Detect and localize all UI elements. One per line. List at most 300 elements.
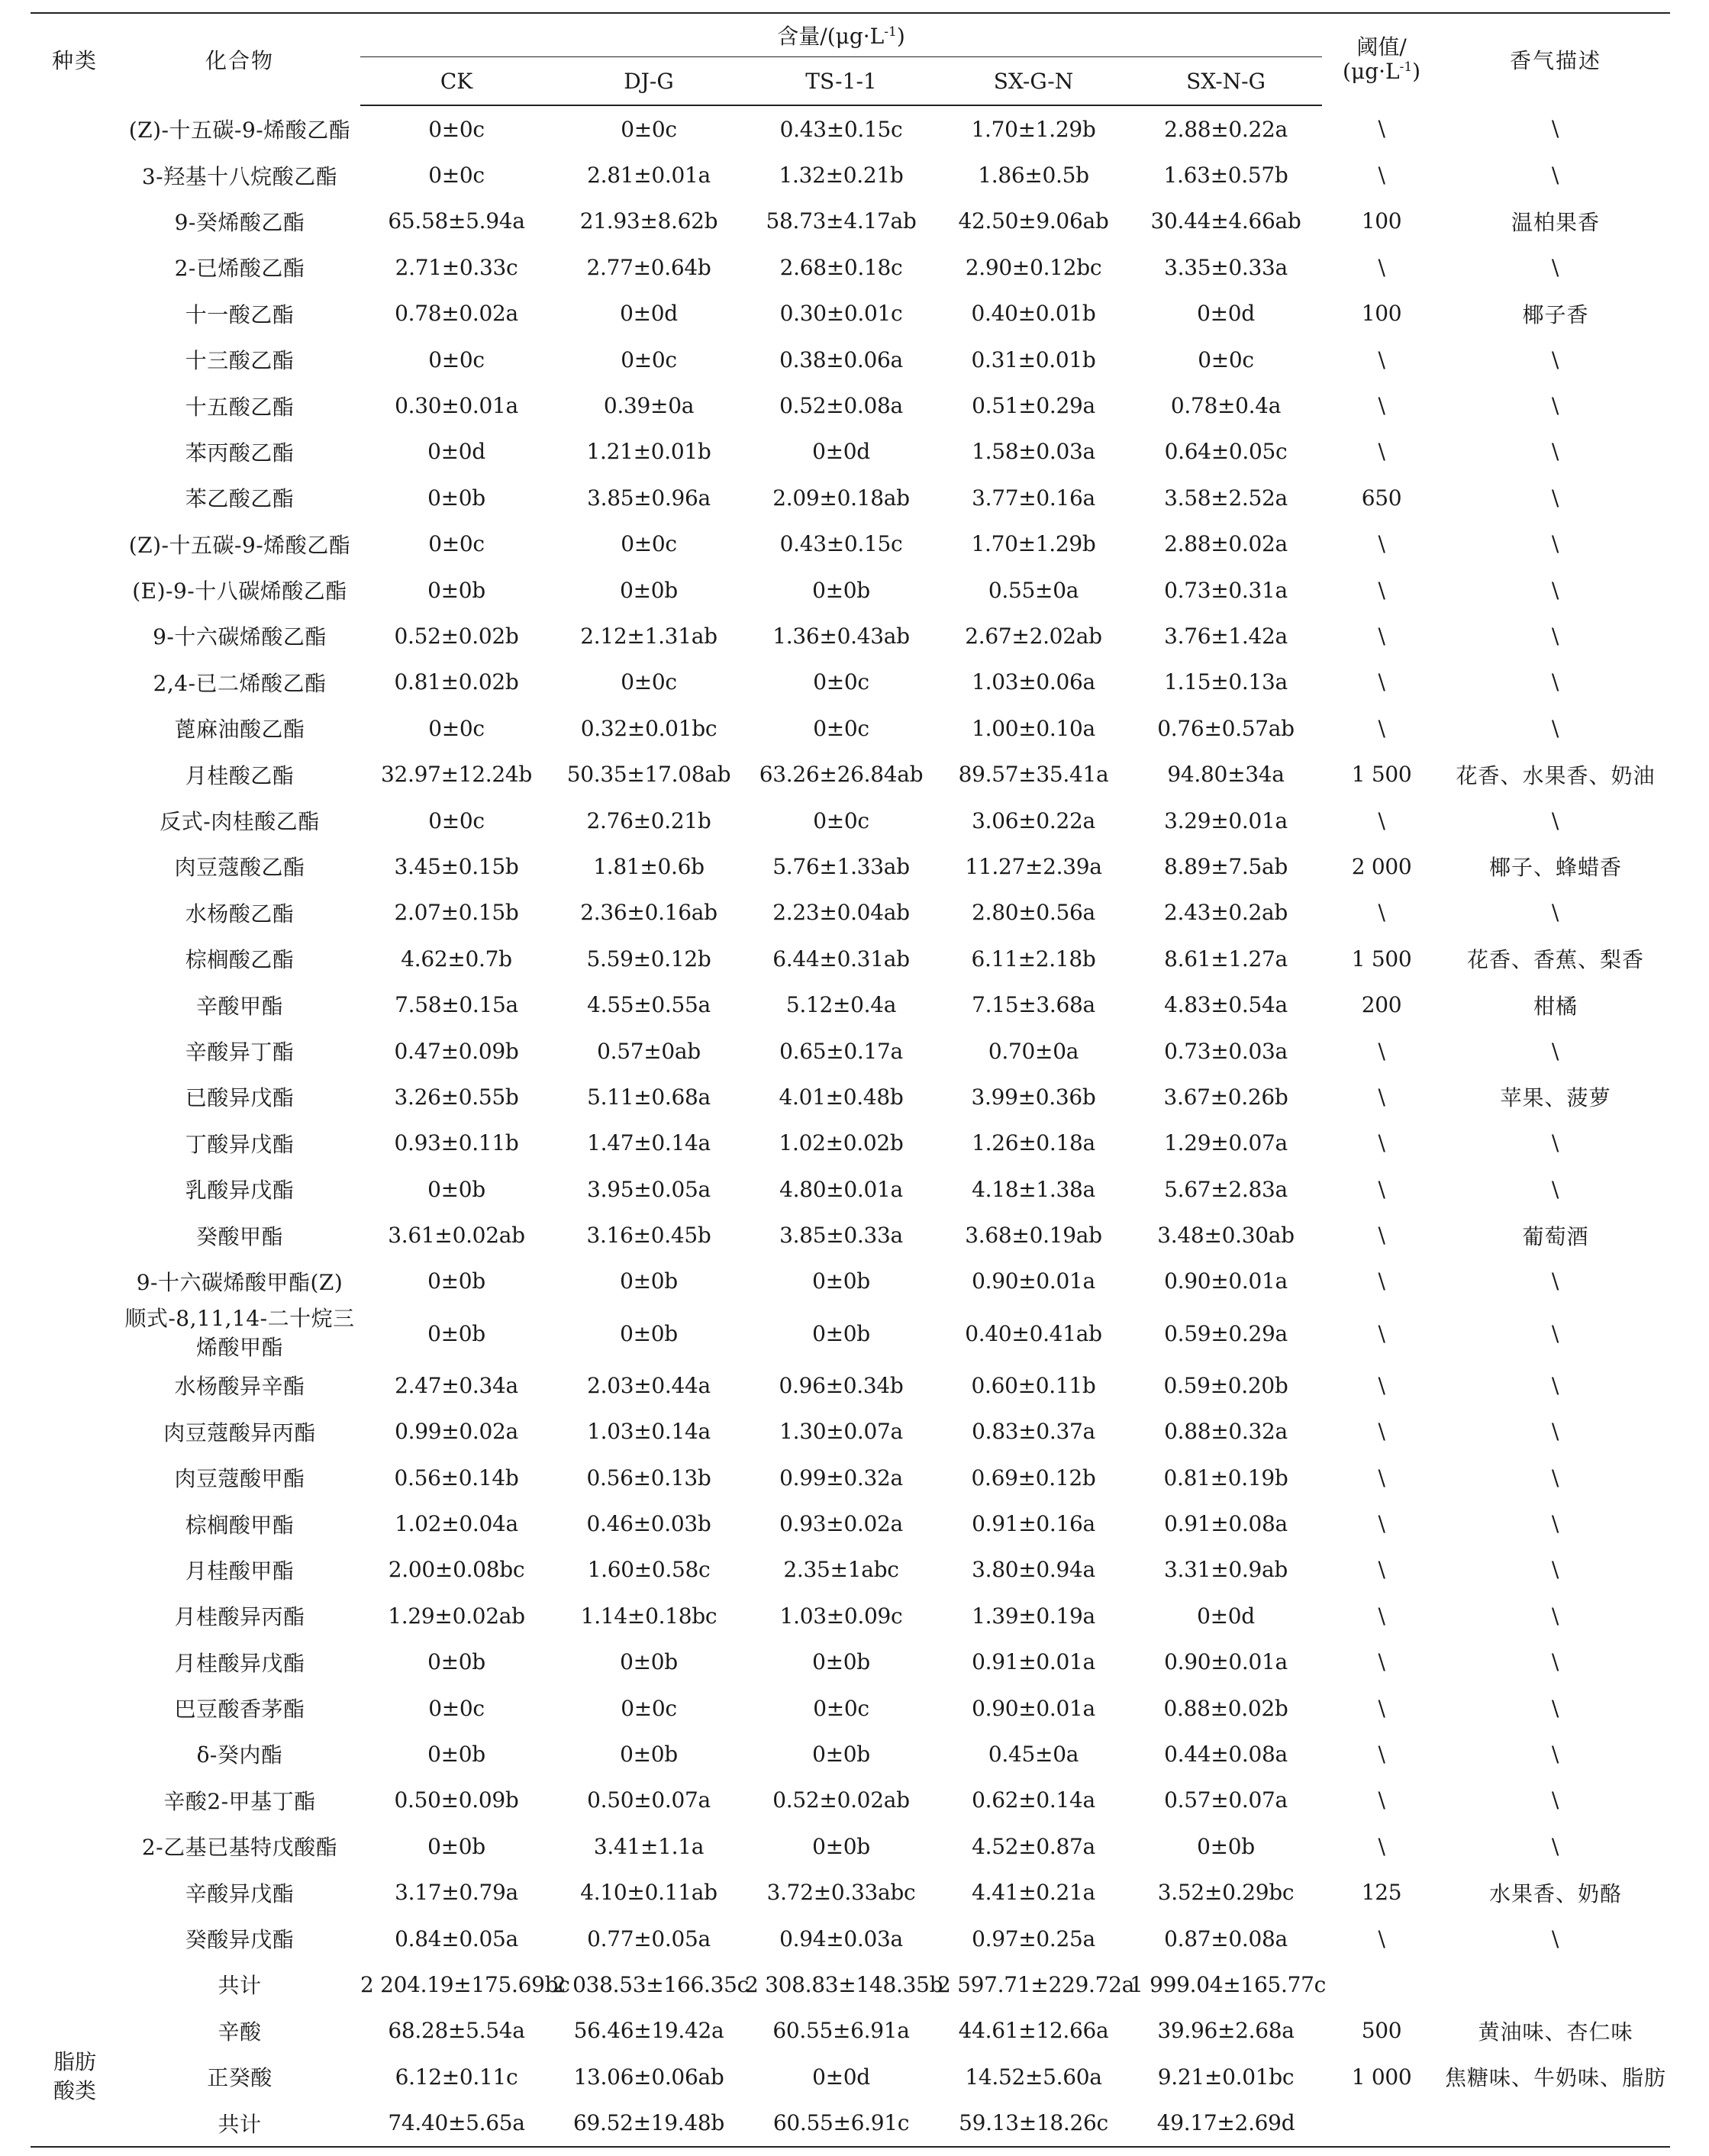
content-value: 1.70±1.29b <box>971 116 1096 142</box>
content-value: 1.36±0.43ab <box>772 623 910 649</box>
threshold-value: \ <box>1378 1268 1385 1294</box>
header-threshold: 阈值/ $(\mu g\cdot L^{-1})$ <box>1322 13 1441 105</box>
content-value: 0±0c <box>621 116 677 142</box>
content-value: 2.81±0.01a <box>587 163 711 189</box>
content-value: 6.12±0.11c <box>395 2064 518 2090</box>
threshold-value: \ <box>1378 1603 1385 1629</box>
content-value: 0.78±0.4a <box>1170 393 1282 419</box>
compound-name: 十一酸乙酯 <box>185 301 295 327</box>
compound-name: 苯丙酸乙酯 <box>185 440 295 466</box>
content-value: 3.52±0.29bc <box>1157 1880 1295 1906</box>
content-value: 0±0b <box>1197 1833 1255 1859</box>
content-value: 0.30±0.01a <box>395 393 518 419</box>
aroma-description: \ <box>1551 1557 1560 1583</box>
content-value: 3.99±0.36b <box>971 1084 1096 1110</box>
table-row <box>31 705 1670 751</box>
content-value: 21.93±8.62b <box>579 208 718 234</box>
compound-name: 水杨酸异辛酯 <box>174 1374 305 1400</box>
content-value: 68.28±5.54a <box>388 2018 525 2044</box>
threshold-value: \ <box>1378 1320 1385 1346</box>
table-row <box>31 244 1670 290</box>
content-value: 5.11±0.68a <box>587 1084 711 1110</box>
content-value: 0±0b <box>620 1320 678 1346</box>
content-value: 0±0b <box>812 1741 870 1767</box>
threshold-value: \ <box>1378 623 1385 649</box>
table-row <box>31 1916 1670 1961</box>
compound-name: 巴豆酸香茅酯 <box>174 1697 305 1723</box>
content-value: 0.76±0.57ab <box>1157 715 1295 741</box>
content-value: 14.52±5.60a <box>965 2064 1102 2090</box>
table-header <box>31 13 1670 105</box>
table-row <box>31 2008 1670 2054</box>
content-value: 0±0c <box>428 116 485 142</box>
content-value: 5.59±0.12b <box>586 946 711 972</box>
content-value: 0±0b <box>620 1741 678 1767</box>
compound-name: 2-乙基已基特戊酸酯 <box>141 1835 338 1861</box>
category-fatty-acids <box>31 2008 119 2147</box>
content-value: 0.57±0ab <box>597 1038 701 1064</box>
content-value: 0.43±0.15c <box>779 116 903 142</box>
content-value: 0.81±0.19b <box>1163 1465 1288 1491</box>
content-value: 4.62±0.7b <box>401 946 512 972</box>
content-value: 3.29±0.01a <box>1164 807 1288 833</box>
content-value: 0.40±0.41ab <box>965 1320 1102 1346</box>
content-value: 0.52±0.08a <box>779 393 903 419</box>
category-label-line: 酸类 <box>53 2078 96 2104</box>
content-value: 0±0b <box>620 1268 678 1294</box>
content-value: 0.60±0.11b <box>971 1372 1096 1398</box>
content-value: 0.59±0.20b <box>1163 1372 1288 1398</box>
aroma-description: 温柏果香 <box>1511 209 1601 235</box>
content-value: 4.10±0.11ab <box>580 1880 717 1906</box>
content-value: 0.93±0.02a <box>779 1511 903 1537</box>
threshold-value: \ <box>1378 1695 1385 1721</box>
threshold-value: 100 <box>1361 208 1402 234</box>
content-value: 0±0b <box>427 485 485 511</box>
content-value: 1.26±0.18a <box>972 1130 1095 1156</box>
aroma-description: \ <box>1551 1833 1560 1859</box>
content-value: 2.76±0.21b <box>586 807 711 833</box>
content-value: 0.50±0.07a <box>587 1787 711 1813</box>
content-value: 3.16±0.45b <box>586 1223 711 1249</box>
table-row <box>31 1074 1670 1120</box>
content-value: 0±0c <box>813 1695 869 1721</box>
table-row <box>31 2100 1670 2146</box>
content-value: 30.44±4.66ab <box>1150 208 1301 234</box>
content-value: 6.44±0.31ab <box>772 946 910 972</box>
compound-name: 正癸酸 <box>207 2065 272 2091</box>
threshold-value: \ <box>1378 163 1385 189</box>
content-value: 9.21±0.01bc <box>1157 2064 1295 2090</box>
content-value: 2 038.53±166.35c <box>553 1971 750 1997</box>
aroma-description: \ <box>1551 439 1560 465</box>
content-value: 0±0b <box>812 1649 870 1675</box>
content-value: 4.18±1.38a <box>972 1176 1095 1202</box>
threshold-value: \ <box>1378 1372 1385 1398</box>
content-value: 7.15±3.68a <box>972 992 1095 1018</box>
content-value: 0.56±0.14b <box>394 1465 519 1491</box>
threshold-value: 200 <box>1361 992 1402 1018</box>
aroma-description: 椰子香 <box>1522 301 1589 327</box>
content-value: 0.40±0.01b <box>971 301 1096 327</box>
content-value: 0.39±0a <box>603 393 695 419</box>
content-value: 2.35±1abc <box>783 1557 899 1583</box>
table-row <box>31 1120 1670 1166</box>
compound-name: 2-已烯酸乙酯 <box>174 256 305 282</box>
content-value: 44.61±12.66a <box>958 2018 1109 2044</box>
content-value: 0.56±0.13b <box>586 1465 711 1491</box>
content-value: 60.55±6.91a <box>772 2018 910 2044</box>
content-value: 3.45±0.15b <box>394 853 519 879</box>
table-row <box>31 1028 1670 1074</box>
aroma-description: \ <box>1551 116 1560 142</box>
content-value: 3.68±0.19ab <box>965 1223 1102 1249</box>
table-row <box>31 1823 1670 1869</box>
threshold-value: \ <box>1378 1926 1385 1951</box>
content-value: 0.96±0.34b <box>779 1372 904 1398</box>
aroma-description: \ <box>1551 1741 1560 1767</box>
table-row <box>31 751 1670 797</box>
content-value: 3.31±0.9ab <box>1164 1557 1288 1583</box>
table-row <box>31 613 1670 659</box>
content-value: 2.09±0.18ab <box>772 485 910 511</box>
content-value: 0.83±0.37a <box>972 1419 1095 1445</box>
content-value: 0±0b <box>427 1649 485 1675</box>
compound-name: (E)-9-十八碳烯酸乙酯 <box>132 578 347 604</box>
aroma-description: \ <box>1551 1511 1560 1537</box>
content-value: 0±0d <box>620 301 678 327</box>
aroma-description: \ <box>1551 163 1560 189</box>
content-value: 3.26±0.55b <box>394 1084 519 1110</box>
aroma-description: \ <box>1551 485 1560 511</box>
content-value: 0.93±0.11b <box>394 1130 519 1156</box>
aroma-description: \ <box>1551 669 1560 695</box>
threshold-value: 125 <box>1361 1880 1402 1906</box>
content-value: 0.38±0.06a <box>779 346 903 372</box>
content-value: 89.57±35.41a <box>958 762 1109 788</box>
content-value: 0±0b <box>427 577 485 603</box>
content-value: 3.67±0.26b <box>1163 1084 1288 1110</box>
compound-name: 苯乙酸乙酯 <box>185 486 295 512</box>
table-row <box>31 1639 1670 1685</box>
compound-name: 乳酸异戊酯 <box>185 1178 295 1204</box>
threshold-value: 100 <box>1361 301 1402 327</box>
table-row <box>31 1731 1670 1777</box>
content-value: 0±0b <box>812 1320 870 1346</box>
content-value: 0.99±0.32a <box>779 1465 903 1491</box>
threshold-value: 2 000 <box>1351 853 1412 879</box>
content-value: 0±0d <box>427 439 485 465</box>
content-value: 3.80±0.94a <box>972 1557 1095 1583</box>
threshold-value: \ <box>1378 439 1385 465</box>
content-value: 1.02±0.04a <box>395 1511 518 1537</box>
compound-name: 肉豆蔻酸乙酯 <box>174 855 305 881</box>
aroma-description: \ <box>1551 1649 1560 1675</box>
content-value: 3.06±0.22a <box>972 807 1095 833</box>
aroma-description: 柑橘 <box>1533 993 1578 1019</box>
compound-name: 棕榈酸乙酯 <box>185 947 295 973</box>
header-content-group: 含量$/(\mu g\cdot L^{-1})$ <box>360 13 1322 57</box>
threshold-value: \ <box>1378 1649 1385 1675</box>
aroma-description: \ <box>1551 1465 1560 1491</box>
content-value: 32.97±12.24b <box>380 762 533 788</box>
content-value: 0.90±0.01a <box>972 1268 1095 1294</box>
content-value: 0.45±0a <box>988 1741 1079 1767</box>
compound-name: 9-癸烯酸乙酯 <box>174 209 305 235</box>
aroma-description: \ <box>1551 1926 1560 1951</box>
content-value: 5.76±1.33ab <box>772 853 910 879</box>
compound-name: 蓖麻油酸乙酯 <box>174 717 305 743</box>
content-value: 5.67±2.83a <box>1164 1176 1288 1202</box>
compound-name: 月桂酸甲酯 <box>185 1558 295 1584</box>
table-row <box>31 1777 1670 1823</box>
content-value: 2 597.71±229.72a <box>937 1971 1135 1997</box>
threshold-value: \ <box>1378 1130 1385 1156</box>
content-value: 1.47±0.14a <box>587 1130 711 1156</box>
table-row <box>31 567 1670 613</box>
table-row <box>31 981 1670 1027</box>
content-value: 0±0b <box>620 577 678 603</box>
content-value: 0±0b <box>427 1833 485 1859</box>
content-value: 0.97±0.25a <box>972 1926 1095 1951</box>
table-row <box>31 198 1670 244</box>
aroma-description: \ <box>1551 577 1560 603</box>
content-value: 0±0b <box>812 1833 870 1859</box>
content-value: 0.91±0.01a <box>972 1649 1095 1675</box>
table-row <box>31 936 1670 981</box>
threshold-value: \ <box>1378 1419 1385 1445</box>
content-value: 3.85±0.96a <box>587 485 711 511</box>
content-value: 2.23±0.04ab <box>772 900 910 926</box>
content-value: 3.72±0.33abc <box>766 1880 916 1906</box>
content-value: 2 204.19±175.69bc <box>360 1971 570 1997</box>
aroma-description: \ <box>1551 1419 1560 1445</box>
content-value: 0.51±0.29a <box>972 393 1095 419</box>
content-value: 0.90±0.01a <box>1164 1268 1288 1294</box>
content-value: 1.39±0.19a <box>972 1603 1095 1629</box>
table-row <box>31 659 1670 705</box>
compound-name: 丁酸异戊酯 <box>185 1131 295 1157</box>
content-value: 3.48±0.30ab <box>1157 1223 1295 1249</box>
content-value: 42.50±9.06ab <box>958 208 1109 234</box>
threshold-value: \ <box>1378 577 1385 603</box>
content-value: 50.35±17.08ab <box>566 762 731 788</box>
table-row <box>31 1685 1670 1731</box>
content-value: 0.47±0.09b <box>394 1038 519 1064</box>
content-value: 0.62±0.14a <box>972 1787 1095 1813</box>
content-value: 0.46±0.03b <box>586 1511 711 1537</box>
compound-name: 共计 <box>119 2100 360 2146</box>
content-value: 0±0c <box>621 346 677 372</box>
content-value: 65.58±5.94a <box>388 208 525 234</box>
content-value: 0±0b <box>812 1268 870 1294</box>
content-value: 3.58±2.52a <box>1164 485 1288 511</box>
table-row <box>31 337 1670 382</box>
compound-name: 癸酸甲酯 <box>195 1223 283 1249</box>
content-value: 1.81±0.6b <box>593 853 705 879</box>
threshold-value: \ <box>1378 1787 1385 1813</box>
content-value: 2 308.83±148.35b <box>745 1971 943 1997</box>
compound-name: (Z)-十五碳-9-烯酸乙酯 <box>128 117 351 143</box>
content-value: 0.88±0.02b <box>1163 1695 1288 1721</box>
content-value: 6.11±2.18b <box>971 946 1096 972</box>
aroma-description: \ <box>1551 900 1560 926</box>
content-value: 0.88±0.32a <box>1164 1419 1288 1445</box>
aroma-description: \ <box>1551 807 1560 833</box>
content-value: 0.50±0.09b <box>394 1787 519 1813</box>
compound-name: 已酸异戊酯 <box>185 1085 295 1111</box>
threshold-value: \ <box>1378 1465 1385 1491</box>
threshold-value: \ <box>1378 1833 1385 1859</box>
content-value: 0±0b <box>620 1649 678 1675</box>
content-value: 74.40±5.65a <box>360 2100 553 2146</box>
table-row <box>31 1593 1670 1639</box>
content-value: 0±0d <box>1197 301 1255 327</box>
threshold-value: \ <box>1378 1223 1385 1249</box>
compound-name: 月桂酸异戊酯 <box>174 1650 305 1676</box>
table-row <box>31 890 1670 936</box>
compound-name: 水杨酸乙酯 <box>185 901 295 927</box>
threshold-value: \ <box>1378 807 1385 833</box>
content-value: 1.86±0.5b <box>978 163 1089 189</box>
threshold-value: \ <box>1378 254 1385 280</box>
data-table-sheet <box>31 12 1670 2148</box>
content-value: 0.64±0.05c <box>1164 439 1288 465</box>
content-value: 0±0c <box>428 163 485 189</box>
aroma-description: 焦糖味、牛奶味、脂肪 <box>1445 2065 1667 2091</box>
content-value: 3.17±0.79a <box>395 1880 518 1906</box>
content-value: 1.29±0.02ab <box>388 1603 525 1629</box>
content-value: 0±0c <box>621 669 677 695</box>
content-value: 94.80±34a <box>1167 762 1285 788</box>
compound-name-line: 顺式-8,11,14-二十烷三 <box>124 1306 355 1332</box>
content-value: 0.94±0.03a <box>779 1926 903 1951</box>
content-value: 2.88±0.22a <box>1164 116 1288 142</box>
content-value: 69.52±19.48b <box>553 2100 745 2146</box>
content-value: 0±0b <box>812 577 870 603</box>
content-value: 2.00±0.08bc <box>388 1557 525 1583</box>
compound-name: 辛酸2-甲基丁酯 <box>163 1788 316 1814</box>
threshold-value: \ <box>1378 669 1385 695</box>
compound-name: 月桂酸异丙酯 <box>174 1604 305 1630</box>
content-value: 0.59±0.29a <box>1164 1320 1288 1346</box>
compound-name: 9-十六碳烯酸乙酯 <box>153 624 327 650</box>
content-value: 2.43±0.2ab <box>1164 900 1288 926</box>
table-row <box>31 798 1670 843</box>
header-sample-ts-1-1: TS-1-1 <box>745 57 937 106</box>
compound-name: 辛酸异丁酯 <box>185 1039 295 1065</box>
content-value: 0.55±0a <box>988 577 1079 603</box>
header-aroma-description: 香气描述 <box>1441 13 1670 105</box>
content-value: 0±0b <box>427 1741 485 1767</box>
aroma-description: \ <box>1551 531 1560 557</box>
table-row <box>31 1409 1670 1455</box>
content-value: 1.00±0.10a <box>972 715 1095 741</box>
compound-name <box>119 1304 360 1362</box>
aroma-description: \ <box>1551 393 1560 419</box>
content-value: 5.12±0.4a <box>785 992 897 1018</box>
content-value: 0±0d <box>812 439 870 465</box>
aroma-description: 黄油味、杏仁味 <box>1478 2019 1633 2045</box>
compound-name: 共计 <box>218 1973 262 1999</box>
content-value: 0.73±0.03a <box>1164 1038 1288 1064</box>
compound-name: 9-十六碳烯酸甲酯(Z) <box>136 1269 343 1295</box>
content-value: 0.52±0.02ab <box>772 1787 910 1813</box>
content-value: 63.26±26.84ab <box>759 762 924 788</box>
threshold-value: \ <box>1378 1176 1385 1202</box>
aroma-description: 葡萄酒 <box>1522 1223 1589 1249</box>
aroma-description: \ <box>1551 1787 1560 1813</box>
content-value: 2.03±0.44a <box>587 1372 711 1398</box>
aroma-description: 椰子、蜂蜡香 <box>1489 855 1623 881</box>
table-body <box>31 105 1670 2147</box>
threshold-value: \ <box>1378 393 1385 419</box>
aroma-description: \ <box>1551 1603 1560 1629</box>
content-value: 2.80±0.56a <box>972 900 1095 926</box>
aroma-description: \ <box>1551 1268 1560 1294</box>
table-row <box>31 1455 1670 1500</box>
header-sample-dj-g: DJ-G <box>553 57 745 106</box>
content-value: 0.90±0.01a <box>1164 1649 1288 1675</box>
content-value: 0.78±0.02a <box>395 301 518 327</box>
content-value: 0±0b <box>427 1176 485 1202</box>
table-row <box>31 429 1670 475</box>
threshold-value: \ <box>1378 1557 1385 1583</box>
content-value: 1.14±0.18bc <box>580 1603 717 1629</box>
content-value: 4.55±0.55a <box>587 992 711 1018</box>
threshold-value: \ <box>1378 116 1385 142</box>
compound-name: 十三酸乙酯 <box>185 348 295 374</box>
threshold-value <box>1322 2100 1441 2146</box>
content-value: 58.73±4.17ab <box>766 208 917 234</box>
compound-name: δ-癸内酯 <box>196 1742 283 1768</box>
compound-name: 辛酸异戊酯 <box>185 1880 295 1906</box>
content-value: 1.32±0.21b <box>779 163 904 189</box>
header-sample-ck: CK <box>360 57 553 106</box>
table-row <box>31 521 1670 567</box>
aroma-description: \ <box>1551 346 1560 372</box>
content-value: 0±0c <box>428 1695 485 1721</box>
content-value: 11.27±2.39a <box>965 853 1102 879</box>
table-row <box>31 475 1670 520</box>
content-value: 0.69±0.12b <box>971 1465 1096 1491</box>
content-value: 4.01±0.48b <box>779 1084 904 1110</box>
content-value: 0.77±0.05a <box>587 1926 711 1951</box>
threshold-value: \ <box>1378 1741 1385 1767</box>
content-value: 0±0c <box>621 1695 677 1721</box>
table-row <box>31 291 1670 337</box>
content-value: 0±0c <box>428 531 485 557</box>
compound-name: 反式-肉桂酸乙酯 <box>160 809 320 835</box>
aroma-description: \ <box>1551 1320 1560 1346</box>
content-value: 2.90±0.12bc <box>965 254 1102 280</box>
aroma-description: \ <box>1551 254 1560 280</box>
aroma-description: \ <box>1551 1130 1560 1156</box>
content-value: 0±0c <box>1198 346 1254 372</box>
table-row <box>31 2054 1670 2100</box>
content-value: 49.17±2.69d <box>1130 2100 1322 2146</box>
content-value: 0.32±0.01bc <box>580 715 717 741</box>
content-value: 0.90±0.01a <box>972 1695 1095 1721</box>
content-value: 0±0b <box>427 1320 485 1346</box>
aroma-description: \ <box>1551 623 1560 649</box>
category-label-line: 脂肪 <box>53 2049 96 2075</box>
aroma-description: \ <box>1551 1695 1560 1721</box>
aroma-description: \ <box>1551 715 1560 741</box>
content-value: 4.83±0.54a <box>1164 992 1288 1018</box>
header-compound: 化合物 <box>119 13 360 105</box>
content-value: 0±0c <box>428 807 485 833</box>
